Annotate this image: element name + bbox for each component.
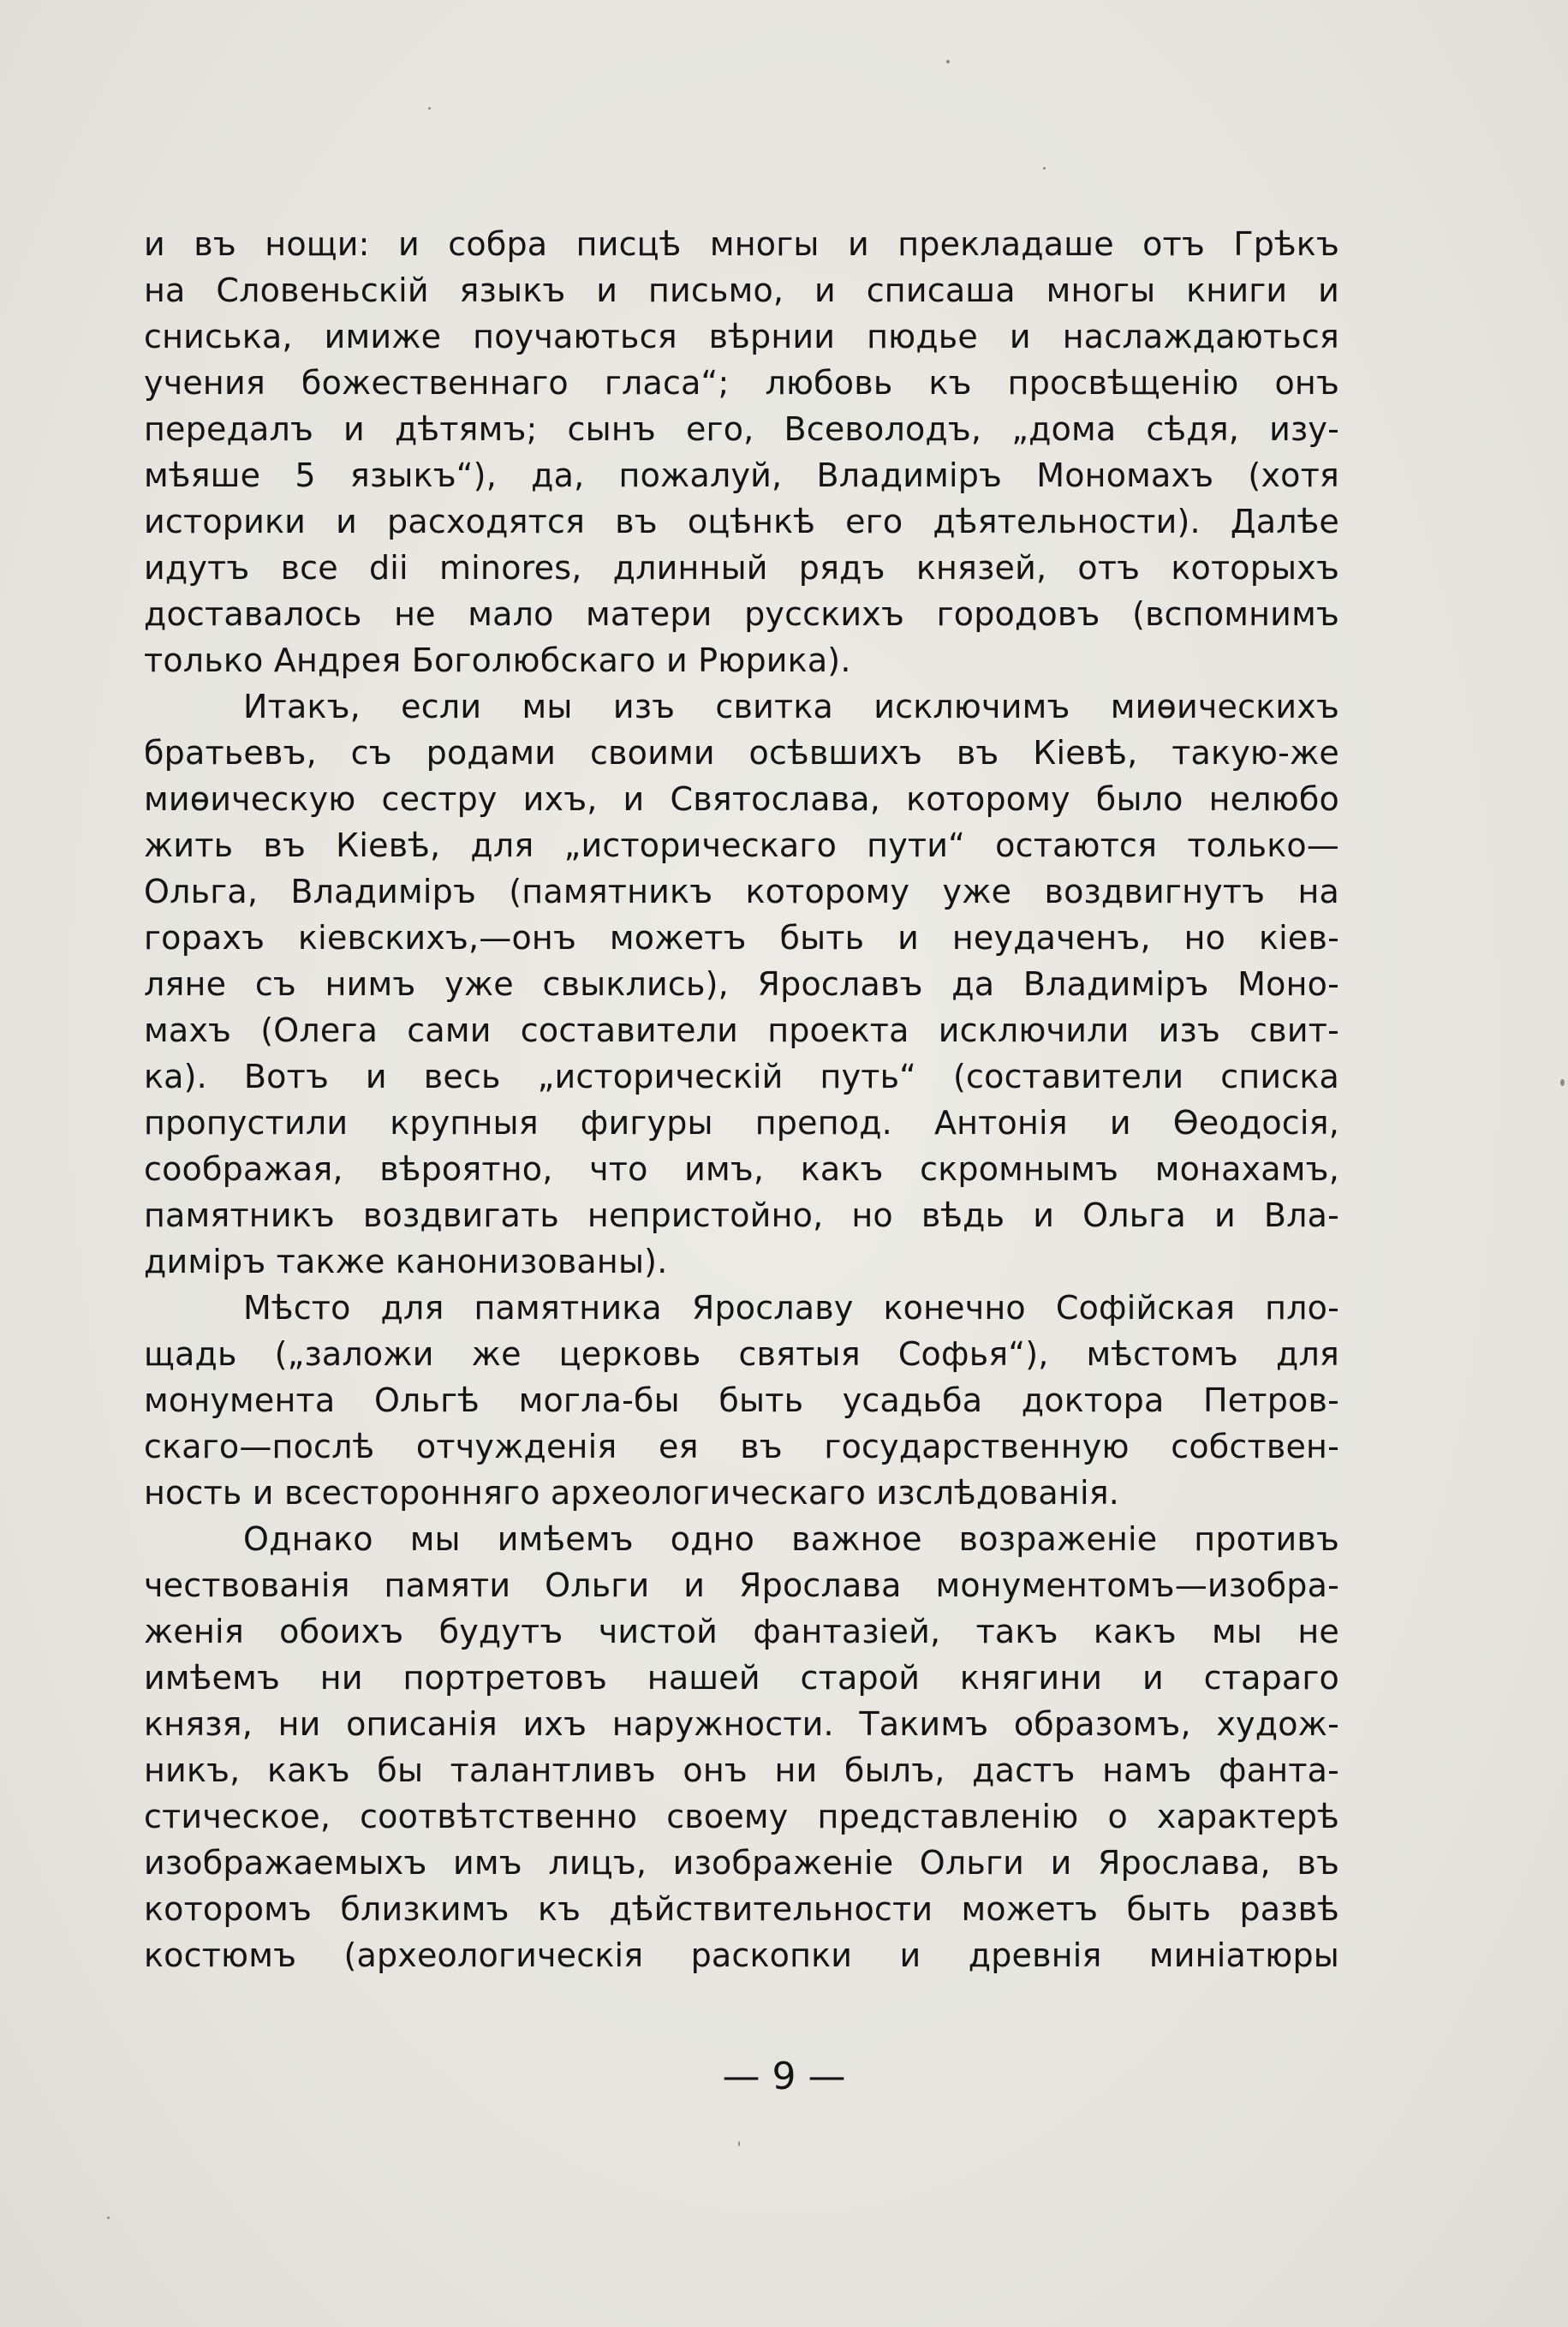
paragraph-4 xyxy=(144,1516,1339,1978)
text-line: горахъ кіевскихъ,—онъ можетъ быть и неудаченъ, но кіев- xyxy=(144,919,1339,957)
text-line: скаго—послѣ отчужденія ея въ государственную собствен- xyxy=(144,1428,1339,1465)
text-line: никъ, какъ бы талантливъ онъ ни былъ, дастъ намъ фанта- xyxy=(144,1751,1339,1789)
text-line: историки и расходятся въ оцѣнкѣ его дѣятельности). Далѣе xyxy=(144,503,1339,540)
body-text xyxy=(144,221,1339,1978)
text-line: и въ нощи: и собра писцѣ многы и прекладаше отъ Грѣкъ xyxy=(144,225,1339,263)
paper-speck xyxy=(738,2141,740,2146)
text-line: монумента Ольгѣ могла-бы быть усадьба доктора Петров- xyxy=(144,1381,1339,1419)
text-line: ляне съ нимъ уже свыклись), Ярославъ да Владиміръ Моно- xyxy=(144,965,1339,1003)
paper-speck xyxy=(1560,1079,1565,1086)
paragraph-1 xyxy=(144,221,1339,683)
text-line: стическое, соотвѣтственно своему представленію о характерѣ xyxy=(144,1798,1339,1835)
text-line: учения божественнаго гласа“; любовь къ просвѣщенію онъ xyxy=(144,364,1339,402)
text-line: мѣяше 5 языкъ“), да, пожалуй, Владиміръ Мономахъ (хотя xyxy=(144,456,1339,494)
text-line: женія обоихъ будутъ чистой фантазіей, такъ какъ мы не xyxy=(144,1613,1339,1650)
text-line: на Словеньскій языкъ и письмо, и списаша многы книги и xyxy=(144,271,1339,309)
paper-speck xyxy=(946,60,950,63)
text-line: жить въ Кіевѣ, для „историческаго пути“ остаются только— xyxy=(144,826,1339,864)
page-number: — 9 — xyxy=(722,2055,846,2098)
text-line: имѣемъ ни портретовъ нашей старой княгини и стараго xyxy=(144,1659,1339,1697)
paragraph-3 xyxy=(144,1285,1339,1516)
text-line: Итакъ, если мы изъ свитка исключимъ миѳическихъ xyxy=(243,688,1339,725)
paper-speck xyxy=(428,107,431,110)
text-line: доставалось не мало матери русскихъ городовъ (вспомнимъ xyxy=(144,595,1339,633)
paper-speck xyxy=(1043,167,1046,170)
text-line: братьевъ, съ родами своими осѣвшихъ въ Кіевѣ, такую-же xyxy=(144,734,1339,772)
text-line: Однако мы имѣемъ одно важное возраженіе противъ xyxy=(243,1520,1339,1558)
text-line: миѳическую сестру ихъ, и Святослава, которому было нелюбо xyxy=(144,780,1339,818)
text-line: сниська, имиже поучаються вѣрнии пюдье и наслаждаються xyxy=(144,318,1339,355)
text-line: махъ (Олега сами составители проекта исключили изъ свит- xyxy=(144,1011,1339,1049)
paper-speck xyxy=(107,2217,110,2219)
text-line: диміръ также канонизованы). xyxy=(144,1243,668,1280)
text-line: ка). Вотъ и весь „историческій путь“ (составители списка xyxy=(144,1058,1339,1095)
text-line: Мѣсто для памятника Ярославу конечно Софійская пло- xyxy=(243,1289,1339,1327)
text-line: которомъ близкимъ къ дѣйствительности можетъ быть развѣ xyxy=(144,1890,1339,1928)
paragraph-2 xyxy=(144,683,1339,1285)
text-line: соображая, вѣроятно, что имъ, какъ скромнымъ монахамъ, xyxy=(144,1150,1339,1188)
text-line: костюмъ (археологическія раскопки и древнія миніатюры xyxy=(144,1936,1339,1974)
text-line: пропустили крупныя фигуры препод. Антонія и Ѳеодосія, xyxy=(144,1104,1339,1142)
text-line: идутъ все dii minores, длинный рядъ князей, отъ которыхъ xyxy=(144,549,1339,587)
text-line: Ольга, Владиміръ (памятникъ которому уже воздвигнутъ на xyxy=(144,873,1339,910)
text-line: изображаемыхъ имъ лицъ, изображеніе Ольги и Ярослава, въ xyxy=(144,1844,1339,1882)
text-line: передалъ и дѣтямъ; сынъ его, Всеволодъ, „дома сѣдя, изу- xyxy=(144,410,1339,448)
text-line: только Андрея Боголюбскаго и Рюрика). xyxy=(144,641,851,679)
text-line: памятникъ воздвигать непристойно, но вѣдь и Ольга и Вла- xyxy=(144,1196,1339,1234)
text-line: ность и всесторонняго археологическаго изслѣдованія. xyxy=(144,1474,1120,1512)
text-line: щадь („заложи же церковь святыя Софья“), мѣстомъ для xyxy=(144,1335,1339,1373)
text-line: чествованія памяти Ольги и Ярослава монументомъ—изобра- xyxy=(144,1566,1339,1604)
text-line: князя, ни описанія ихъ наружности. Такимъ образомъ, худож- xyxy=(144,1705,1339,1743)
